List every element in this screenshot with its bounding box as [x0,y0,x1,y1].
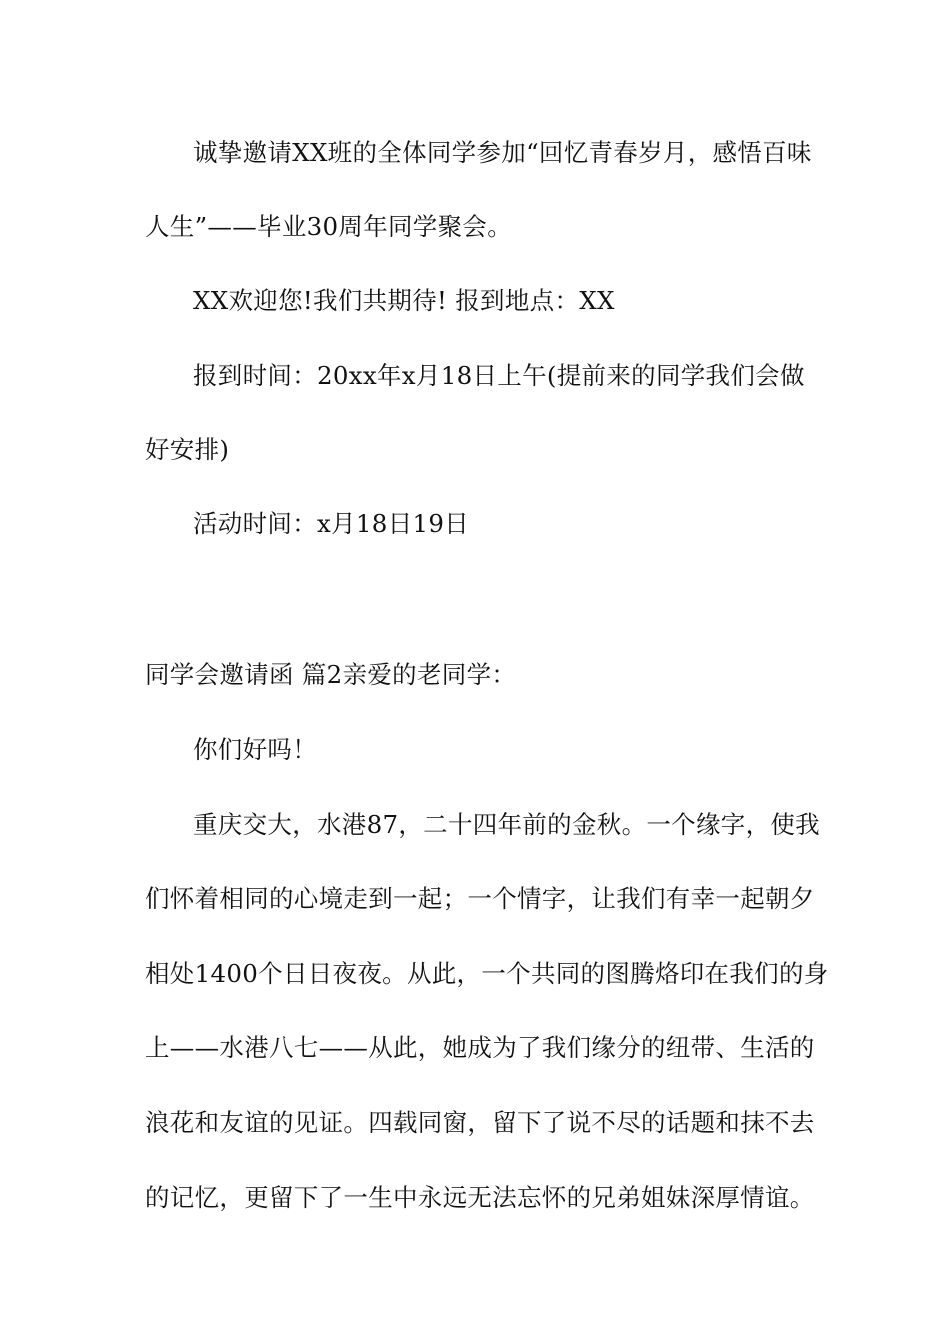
invitation-line-2: 人生”——毕业30周年同学聚会。 [145,212,512,241]
body-line-5: 浪花和友谊的见证。四载同窗，留下了说不尽的话题和抹不去 [145,1108,815,1137]
body-line-1: 重庆交大，水港87，二十四年前的金秋。一个缘字，使我 [193,810,820,839]
body-line-3: 相处1400个日日夜夜。从此，一个共同的图腾烙印在我们的身 [145,959,829,988]
invitation-line-1: 诚挚邀请XX班的全体同学参加“回忆青春岁月，感悟百味 [193,138,812,167]
body-line-2: 们怀着相同的心境走到一起；一个情字，让我们有幸一起朝夕 [145,884,815,913]
greeting-line: 你们好吗！ [193,735,317,764]
check-in-time-line-2: 好安排) [145,435,230,464]
section-heading: 同学会邀请函 篇2亲爱的老同学： [145,660,517,689]
check-in-time-line-1: 报到时间：20xx年x月18日上午(提前来的同学我们会做 [193,361,805,390]
body-line-6: 的记忆，更留下了一生中永远无法忘怀的兄弟姐妹深厚情谊。 [145,1183,815,1212]
body-line-4: 上——水港八七——从此，她成为了我们缘分的纽带、生活的 [145,1033,815,1062]
activity-time-line: 活动时间：x月18日19日 [193,509,470,538]
welcome-location-line: XX欢迎您!我们共期待! 报到地点：XX [193,286,615,315]
